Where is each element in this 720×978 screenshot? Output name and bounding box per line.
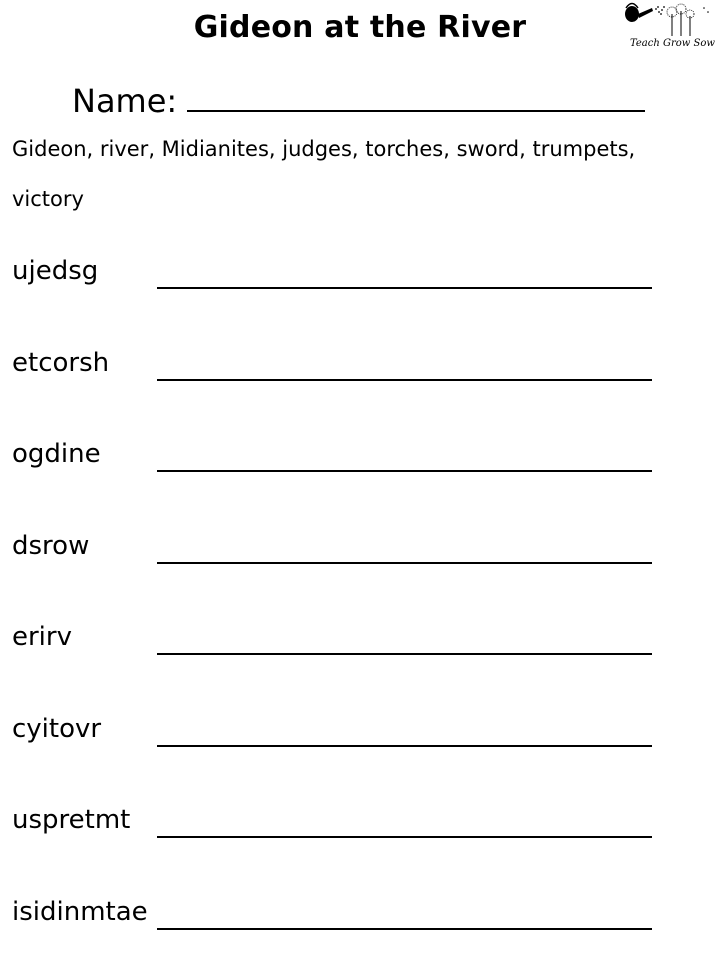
answer-blank[interactable]: [157, 470, 652, 472]
scrambled-word: uspretmt: [12, 805, 130, 835]
name-blank[interactable]: [187, 80, 645, 112]
scrambled-word: ujedsg: [12, 256, 98, 286]
watering-can-dandelion-icon: [618, 0, 718, 40]
scramble-row: [12, 521, 712, 613]
answer-blank[interactable]: [157, 745, 652, 747]
scramble-row: [12, 429, 712, 521]
scramble-row: [12, 887, 712, 978]
name-field: [72, 80, 645, 120]
scramble-row: [12, 795, 712, 887]
scrambled-word: dsrow: [12, 531, 89, 561]
teach-grow-sow-logo: [618, 0, 718, 58]
answer-blank[interactable]: [157, 562, 652, 564]
scramble-row: [12, 338, 712, 430]
scramble-row: [12, 612, 712, 704]
answer-blank[interactable]: [157, 287, 652, 289]
answer-blank[interactable]: [157, 928, 652, 930]
scrambled-word: isidinmtae: [12, 897, 148, 927]
scrambled-word: ogdine: [12, 439, 101, 469]
word-bank: Gideon, river, Midianites, judges, torches, sword, trumpets, victory: [12, 124, 712, 224]
scramble-row: [12, 246, 712, 338]
logo-text: Teach Grow Sow: [630, 38, 715, 49]
worksheet-title: Gideon at the River: [0, 10, 720, 45]
scrambled-word: erirv: [12, 622, 72, 652]
name-label: Name:: [72, 82, 177, 120]
answer-blank[interactable]: [157, 653, 652, 655]
scrambled-word: cyitovr: [12, 714, 101, 744]
answer-blank[interactable]: [157, 379, 652, 381]
scrambled-word: etcorsh: [12, 348, 109, 378]
scramble-list: [12, 246, 712, 978]
answer-blank[interactable]: [157, 836, 652, 838]
scramble-row: [12, 704, 712, 796]
